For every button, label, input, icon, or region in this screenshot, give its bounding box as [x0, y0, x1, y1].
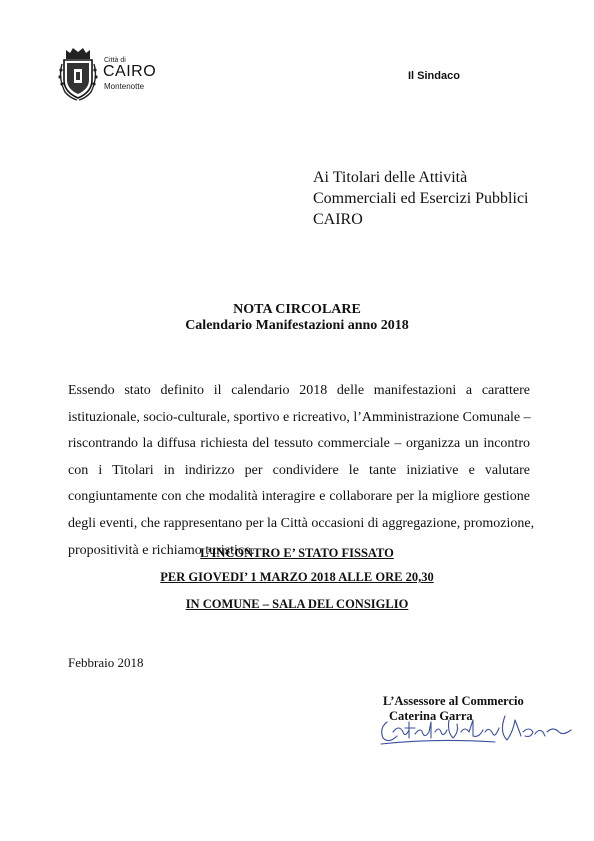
- body-line: congiuntamente con che modalità interagire e collaborare per la migliore gestione: [68, 489, 530, 505]
- city-coat-of-arms-icon: [57, 46, 99, 102]
- meeting-location: IN COMUNE – SALA DEL CONSIGLIO: [185, 597, 409, 611]
- meeting-date-time: PER GIOVEDI’ 1 MARZO 2018 ALLE ORE 20,30: [160, 570, 434, 584]
- body-line: riscontrando la diffusa richiesta del tessuto commerciale – organizza un incontro: [68, 436, 530, 452]
- body-line: propositività e richiamo turistico.: [68, 542, 255, 558]
- meeting-announcement: L’INCONTRO E’ STATO FISSATO: [200, 546, 394, 560]
- body-line: degli eventi, che rappresentano per la Città occasioni di aggregazione, promozione,: [68, 515, 535, 531]
- body-line: con i Titolari in indirizzo per condividere le tante iniziative e valutare: [68, 462, 530, 478]
- signatory-name: Caterina Garra: [389, 709, 473, 723]
- document-date: Febbraio 2018: [68, 655, 144, 670]
- recipient-line: Commerciali ed Esercizi Pubblici: [313, 190, 529, 207]
- office-title: Il Sindaco: [408, 70, 460, 82]
- city-label-small: Città di: [104, 57, 126, 64]
- signatory-role: L’Assessore al Commercio: [383, 694, 524, 708]
- recipient-line: CAIRO: [313, 211, 363, 228]
- circular-subtitle: Calendario Manifestazioni anno 2018: [185, 318, 409, 333]
- body-line: istituzionale, socio-culturale, sportivo e ricreativo, l’Amministrazione Comunale –: [68, 409, 531, 425]
- handwritten-signature: [375, 702, 575, 750]
- city-subname: Montenotte: [104, 82, 145, 91]
- body-paragraph: [68, 378, 535, 564]
- city-name: CAIRO: [103, 63, 157, 80]
- body-line: Essendo stato definito il calendario 2018 delle manifestazioni a carattere: [68, 383, 530, 398]
- recipient-block: [313, 167, 529, 230]
- circular-title: NOTA CIRCOLARE: [233, 302, 361, 317]
- recipient-line: Ai Titolari delle Attività: [313, 169, 468, 186]
